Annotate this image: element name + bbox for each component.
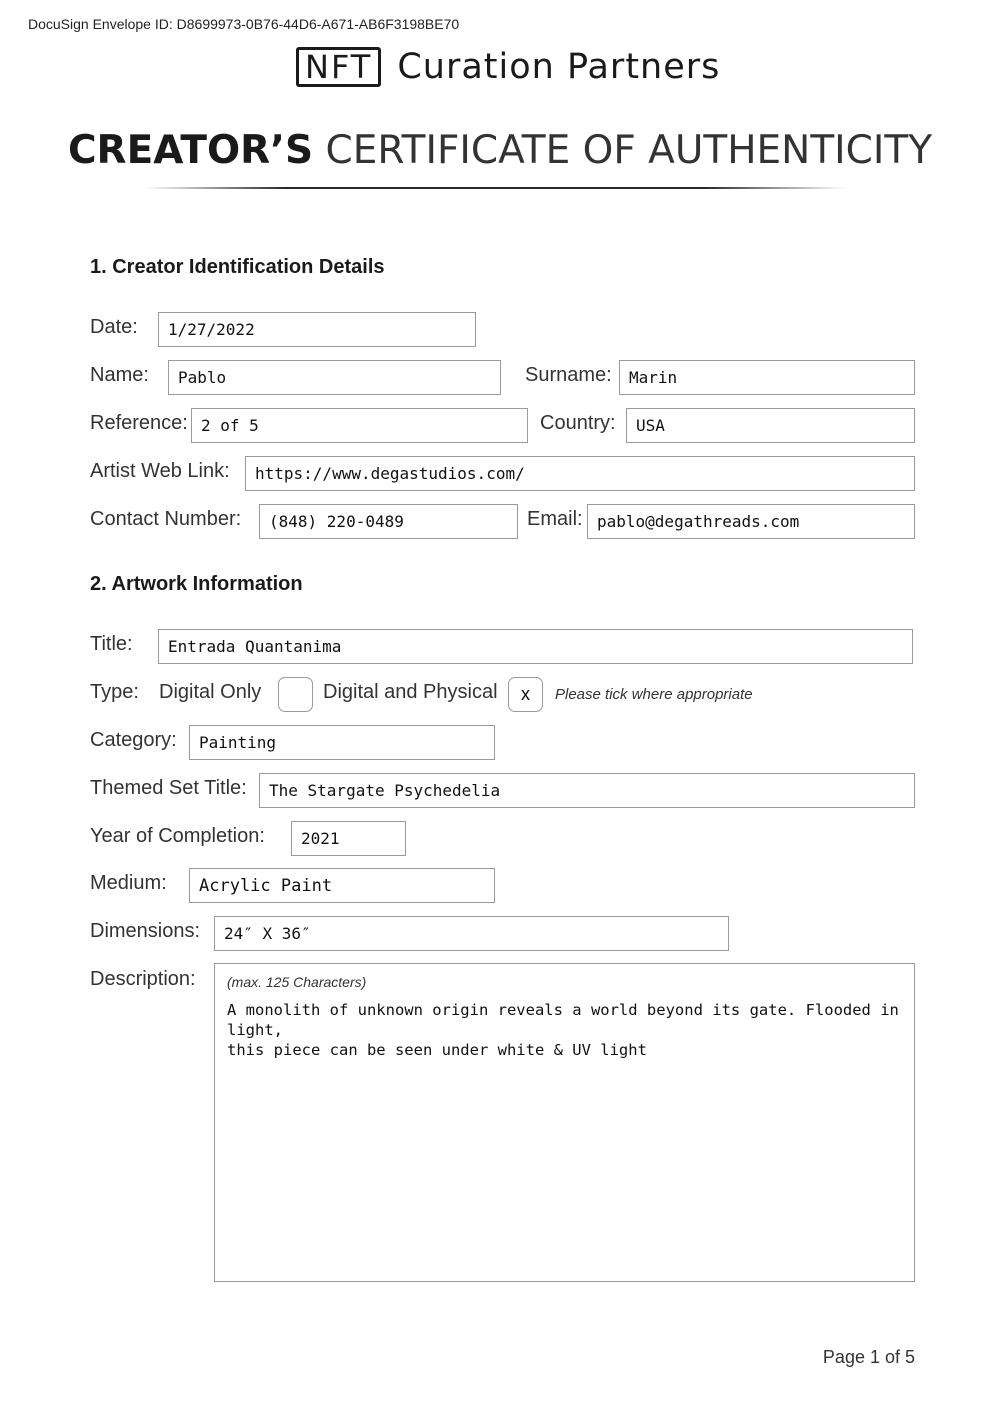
web-link-label: Artist Web Link: <box>90 460 230 482</box>
name-label: Name: <box>90 364 149 386</box>
category-label: Category: <box>90 729 177 751</box>
type-hint: Please tick where appropriate <box>555 686 753 703</box>
email-field[interactable]: pablo@degathreads.com <box>587 504 915 539</box>
title-field[interactable]: Entrada Quantanima <box>158 629 913 664</box>
medium-label: Medium: <box>90 872 167 894</box>
description-label: Description: <box>90 968 196 990</box>
section-heading-artwork: 2. Artwork Information <box>90 573 303 595</box>
nft-curation-partners-logo <box>296 47 720 87</box>
certificate-title <box>0 128 1000 173</box>
themed-set-label: Themed Set Title: <box>90 777 247 799</box>
title-label: Title: <box>90 633 133 655</box>
reference-label: Reference: <box>90 412 188 434</box>
description-char-limit-note: (max. 125 Characters) <box>227 974 367 990</box>
description-text: A monolith of unknown origin reveals a world beyond its gate. Flooded in light, this piece can be seen under white & UV light <box>227 1001 899 1059</box>
year-field[interactable]: 2021 <box>291 821 406 856</box>
email-label: Email: <box>527 508 583 530</box>
certificate-title-bold: CREATOR’S <box>67 128 314 173</box>
year-label: Year of Completion: <box>90 825 265 847</box>
certificate-title-light: CERTIFICATE OF AUTHENTICITY <box>325 128 933 173</box>
docusign-envelope-id: DocuSign Envelope ID: D8699973-0B76-44D6-A671-AB6F3198BE70 <box>28 16 460 32</box>
themed-set-field[interactable]: The Stargate Psychedelia <box>259 773 915 808</box>
date-label: Date: <box>90 316 138 338</box>
date-field[interactable]: 1/27/2022 <box>158 312 476 347</box>
contact-label: Contact Number: <box>90 508 242 530</box>
logo-text: Curation Partners <box>397 47 721 87</box>
surname-label: Surname: <box>525 364 612 386</box>
dimensions-label: Dimensions: <box>90 920 201 942</box>
surname-field[interactable]: Marin <box>619 360 915 395</box>
section-heading-creator: 1. Creator Identification Details <box>90 256 385 278</box>
type-digital-physical-label: Digital and Physical <box>323 681 498 703</box>
title-divider <box>145 187 845 189</box>
country-label: Country: <box>540 412 616 434</box>
description-textarea[interactable] <box>214 963 915 1282</box>
type-digital-only-label: Digital Only <box>159 681 262 703</box>
name-field[interactable]: Pablo <box>168 360 501 395</box>
country-field[interactable]: USA <box>626 408 915 443</box>
contact-field[interactable]: (848) 220-0489 <box>259 504 518 539</box>
web-link-field[interactable]: https://www.degastudios.com/ <box>245 456 915 491</box>
type-label: Type: <box>90 681 139 703</box>
category-field[interactable]: Painting <box>189 725 495 760</box>
dimensions-field[interactable]: 24″ X 36″ <box>214 916 729 951</box>
reference-field[interactable]: 2 of 5 <box>191 408 528 443</box>
digital-only-checkbox[interactable] <box>278 677 313 712</box>
logo-nft-box: NFT <box>296 47 381 87</box>
medium-field[interactable]: Acrylic Paint <box>189 868 495 903</box>
digital-physical-checkbox[interactable]: x <box>508 677 543 712</box>
page-number: Page 1 of 5 <box>822 1347 915 1367</box>
